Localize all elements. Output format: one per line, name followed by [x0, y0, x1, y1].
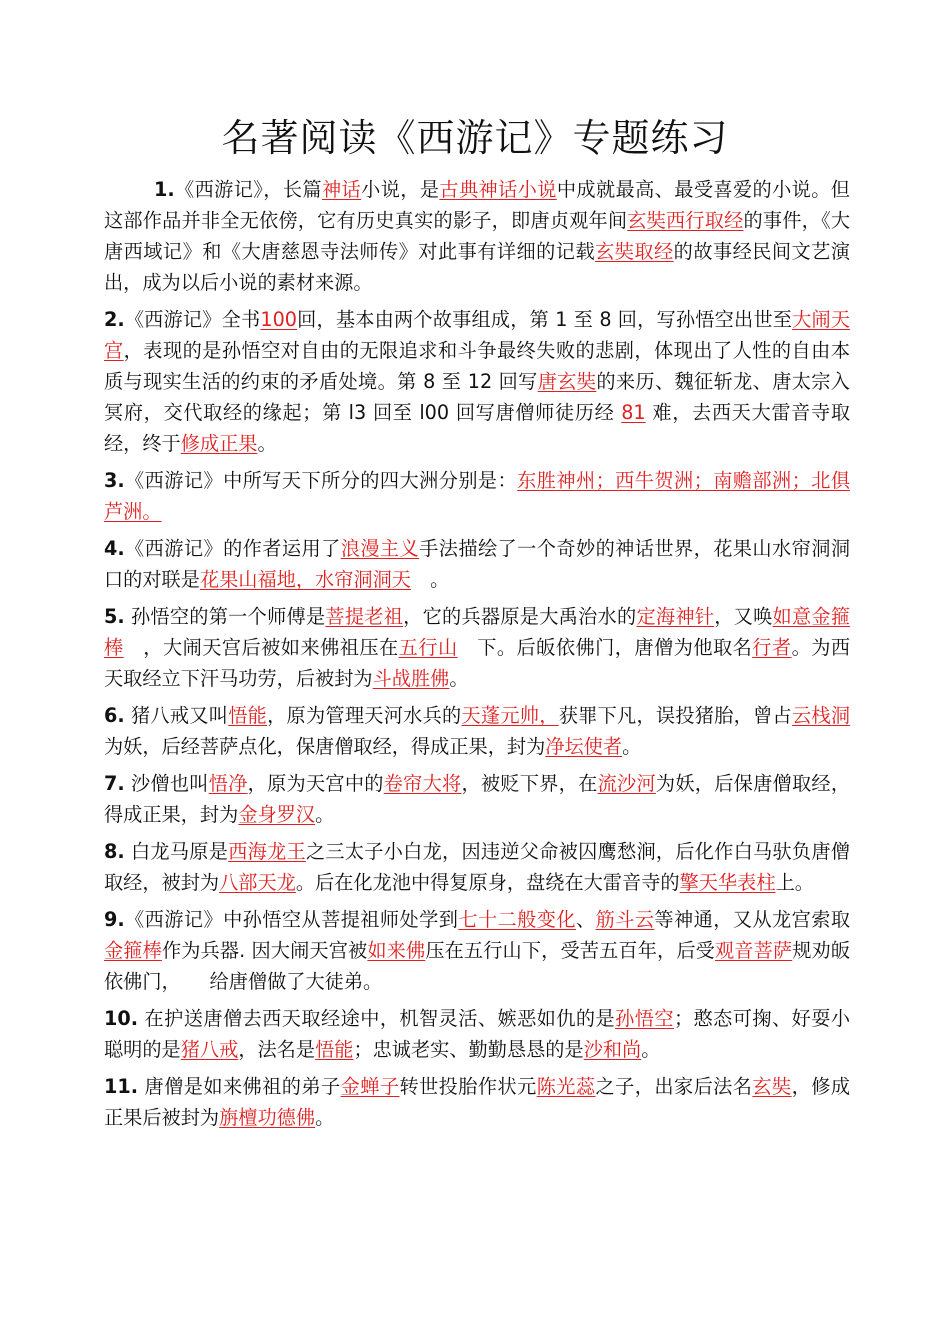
question-text: 。 [257, 432, 277, 455]
answer-text: 筋斗云 [595, 908, 655, 931]
answer-text: 悟能 [228, 704, 268, 727]
question-text: 难，去西天大雷音寺取经，终于 [104, 401, 851, 455]
answer-text: 修成正果 [180, 432, 258, 455]
answer-text: 古典神话小说 [439, 178, 557, 201]
page-title: 名著阅读《西游记》专题练习 [221, 116, 729, 160]
answer-text: 花果山福地，水帘洞洞天 [199, 568, 411, 591]
answer-text: 观音菩萨 [714, 939, 793, 962]
question-number: 9. [104, 908, 125, 931]
question-text: ，大闹天宫后被如来佛祖压在 [123, 636, 399, 659]
question-text: 。 [449, 667, 469, 690]
question-number: 5. [104, 605, 125, 628]
question-text: 猪八戒又叫 [124, 704, 229, 727]
question-text: 。 [315, 803, 335, 826]
question-text: 上。 [775, 871, 814, 894]
question-text: 《西游记》全书 [124, 308, 261, 331]
answer-text: 陈光蕊 [536, 1075, 596, 1098]
question-item [104, 1071, 850, 1133]
question-text: 《西游记》，长篇 [174, 178, 322, 201]
question-text: 的故事经民间文艺演出，成为以后小说的素材来源。 [104, 240, 851, 294]
question-number: 3. [104, 469, 125, 492]
question-text: 转世投胎作状元 [399, 1075, 537, 1098]
answer-text: 菩提老祖 [325, 605, 404, 628]
question-item [104, 904, 850, 997]
answer-text: 旃檀功德佛 [219, 1106, 316, 1129]
answer-text: 东胜神州；西牛贺洲；南赡部洲；北俱芦洲。 [104, 469, 851, 523]
question-text: 唐僧是如来佛祖的弟子 [138, 1075, 341, 1098]
answer-text: 定海神针 [636, 605, 715, 628]
question-text: 获罪下凡，误投猪胎，曾占 [558, 704, 792, 727]
question-number: 4. [104, 537, 125, 560]
question-item [104, 601, 850, 694]
question-text: 。 [315, 1106, 335, 1129]
answer-text: 七十二般变化 [458, 908, 576, 931]
question-text: ，表现的是孙悟空对自由的无限追求和斗争最终失败的悲剧，体现出了人性的自由本质与现实生活的约束的矛盾处境。第 8 至 12 回写 [104, 339, 851, 393]
question-text: 《西游记》中所写天下所分的四大洲分别是： [124, 469, 518, 492]
answer-text: 唐玄奘 [537, 370, 597, 393]
answer-text: 沙和尚 [583, 1038, 642, 1061]
answer-text: 大闹天宫 [104, 308, 851, 362]
question-text: 的来历、魏征斩龙、唐太宗入冥府，交代取经的缘起；第 l3 回至 l00 回写唐僧师徒历经 [104, 370, 850, 424]
question-number: 1. [154, 178, 175, 201]
answer-text: 流沙河 [597, 772, 656, 795]
question-item [104, 768, 850, 830]
answer-text: 金箍棒 [104, 939, 162, 962]
question-text: 压在五行山下，受苦五百年，后受 [425, 939, 715, 962]
answer-text: 悟净 [208, 772, 248, 795]
answer-text: 云栈洞 [791, 704, 851, 727]
answer-text: 神话 [321, 178, 362, 201]
question-item [104, 533, 850, 595]
question-item [104, 304, 850, 459]
answer-text: 八部天龙 [219, 871, 296, 894]
question-text: ，又唤 [714, 605, 773, 628]
question-text: 等神通，又从龙宫索取 [654, 908, 851, 931]
question-text: 规劝皈依佛门， 给唐僧做了大徒弟。 [104, 939, 851, 993]
question-number: 2. [104, 308, 125, 331]
question-text: 。 [622, 735, 642, 758]
answer-text: 孙悟空 [615, 1007, 674, 1030]
answer-text: 五行山 [398, 636, 458, 659]
answer-text: 悟能 [315, 1038, 354, 1061]
question-text: 。 [411, 568, 450, 591]
answer-text: 斗战胜佛 [372, 667, 450, 690]
question-text: 白龙马原是 [124, 840, 229, 863]
answer-text: 行者 [752, 636, 792, 659]
question-text: 《西游记》的作者运用了 [124, 537, 341, 560]
question-item [104, 1003, 850, 1065]
question-text: ，它的兵器原是大禹治水的 [403, 605, 637, 628]
question-text: 中成就最高、最受喜爱的小说。但这部作品并非全无依傍，它有历史真实的影子，即唐贞观年间 [104, 178, 850, 232]
answer-text: 玄奘 [752, 1075, 792, 1098]
question-text: 在护送唐僧去西天取经途中，机智灵活、嫉恶如仇的是 [138, 1007, 616, 1030]
question-number: 6. [104, 704, 125, 727]
question-text: 。后在化龙池中得复原身，盘绕在大雷音寺的 [295, 871, 680, 894]
question-number: 8. [104, 840, 125, 863]
question-number: 10. [104, 1007, 138, 1030]
question-text: ，修成正果后被封为 [104, 1075, 851, 1129]
question-text: 小说，是 [361, 178, 440, 201]
answer-text: 西海龙王 [228, 840, 306, 863]
question-text: ，被贬下界，在 [461, 772, 598, 795]
question-item [104, 836, 850, 898]
question-text: 。为西天取经立下汗马功劳，后被封为 [104, 636, 851, 690]
question-text: 为妖，后经菩萨点化，保唐僧取经，得成正果，封为 [104, 735, 546, 758]
answer-text: 天蓬元帅， [461, 704, 559, 727]
answer-text: 如意金箍棒 [104, 605, 851, 659]
question-text: 的事件，《大唐西域记》和《大唐慈恩寺法师传》对此事有详细的记载 [104, 209, 851, 263]
answer-text: 擎天华表柱 [679, 871, 776, 894]
question-text: 为妖，后保唐僧取经，得成正果，封为 [104, 772, 851, 826]
answer-text: 玄奘西行取经 [627, 209, 744, 232]
question-number: 11. [104, 1075, 138, 1098]
question-text: 孙悟空的第一个师傅是 [124, 605, 326, 628]
answer-text: 金身罗汉 [238, 803, 316, 826]
question-list [104, 174, 850, 1139]
question-item [104, 465, 850, 527]
question-text: 作为兵器. 因大闹天宫被 [161, 939, 368, 962]
question-text: ；憨态可掬、好耍小聪明的是 [104, 1007, 851, 1061]
question-text: 回，基本由两个故事组成，第 1 至 8 回，写孙悟空出世至 [297, 308, 793, 331]
answer-text: 净坛使者 [545, 735, 623, 758]
answer-text: 81 [621, 401, 646, 424]
question-item [104, 174, 850, 298]
question-text: 之子，出家后法名 [595, 1075, 753, 1098]
question-text: 下。后皈依佛门，唐僧为他取名 [457, 636, 753, 659]
answer-text: 如来佛 [367, 939, 426, 962]
question-text: ；忠诚老实、勤勤恳恳的是 [353, 1038, 584, 1061]
answer-text: 猪八戒 [180, 1038, 239, 1061]
question-text: 手法描绘了一个奇妙的神话世界，花果山水帘洞洞口的对联是 [104, 537, 851, 591]
question-text: ，原为天宫中的 [247, 772, 384, 795]
answer-text: 卷帘大将 [383, 772, 462, 795]
question-number: 7. [104, 772, 125, 795]
answer-text: 金蝉子 [340, 1075, 400, 1098]
question-item [104, 700, 850, 762]
answer-text: 浪漫主义 [340, 537, 420, 560]
question-text: 、 [575, 908, 596, 931]
answer-text: 100 [260, 308, 297, 331]
question-text: 《西游记》中孙悟空从菩提祖师处学到 [124, 908, 459, 931]
question-text: 之三太子小白龙，因违逆父命被囚鹰愁涧，后化作白马驮负唐僧取经，被封为 [104, 840, 850, 894]
question-text: ，原为管理天河水兵的 [267, 704, 462, 727]
question-text: ，法名是 [238, 1038, 316, 1061]
question-text: 。 [641, 1038, 661, 1061]
answer-text: 玄奘取经 [595, 240, 674, 263]
question-text: 沙僧也叫 [124, 772, 209, 795]
